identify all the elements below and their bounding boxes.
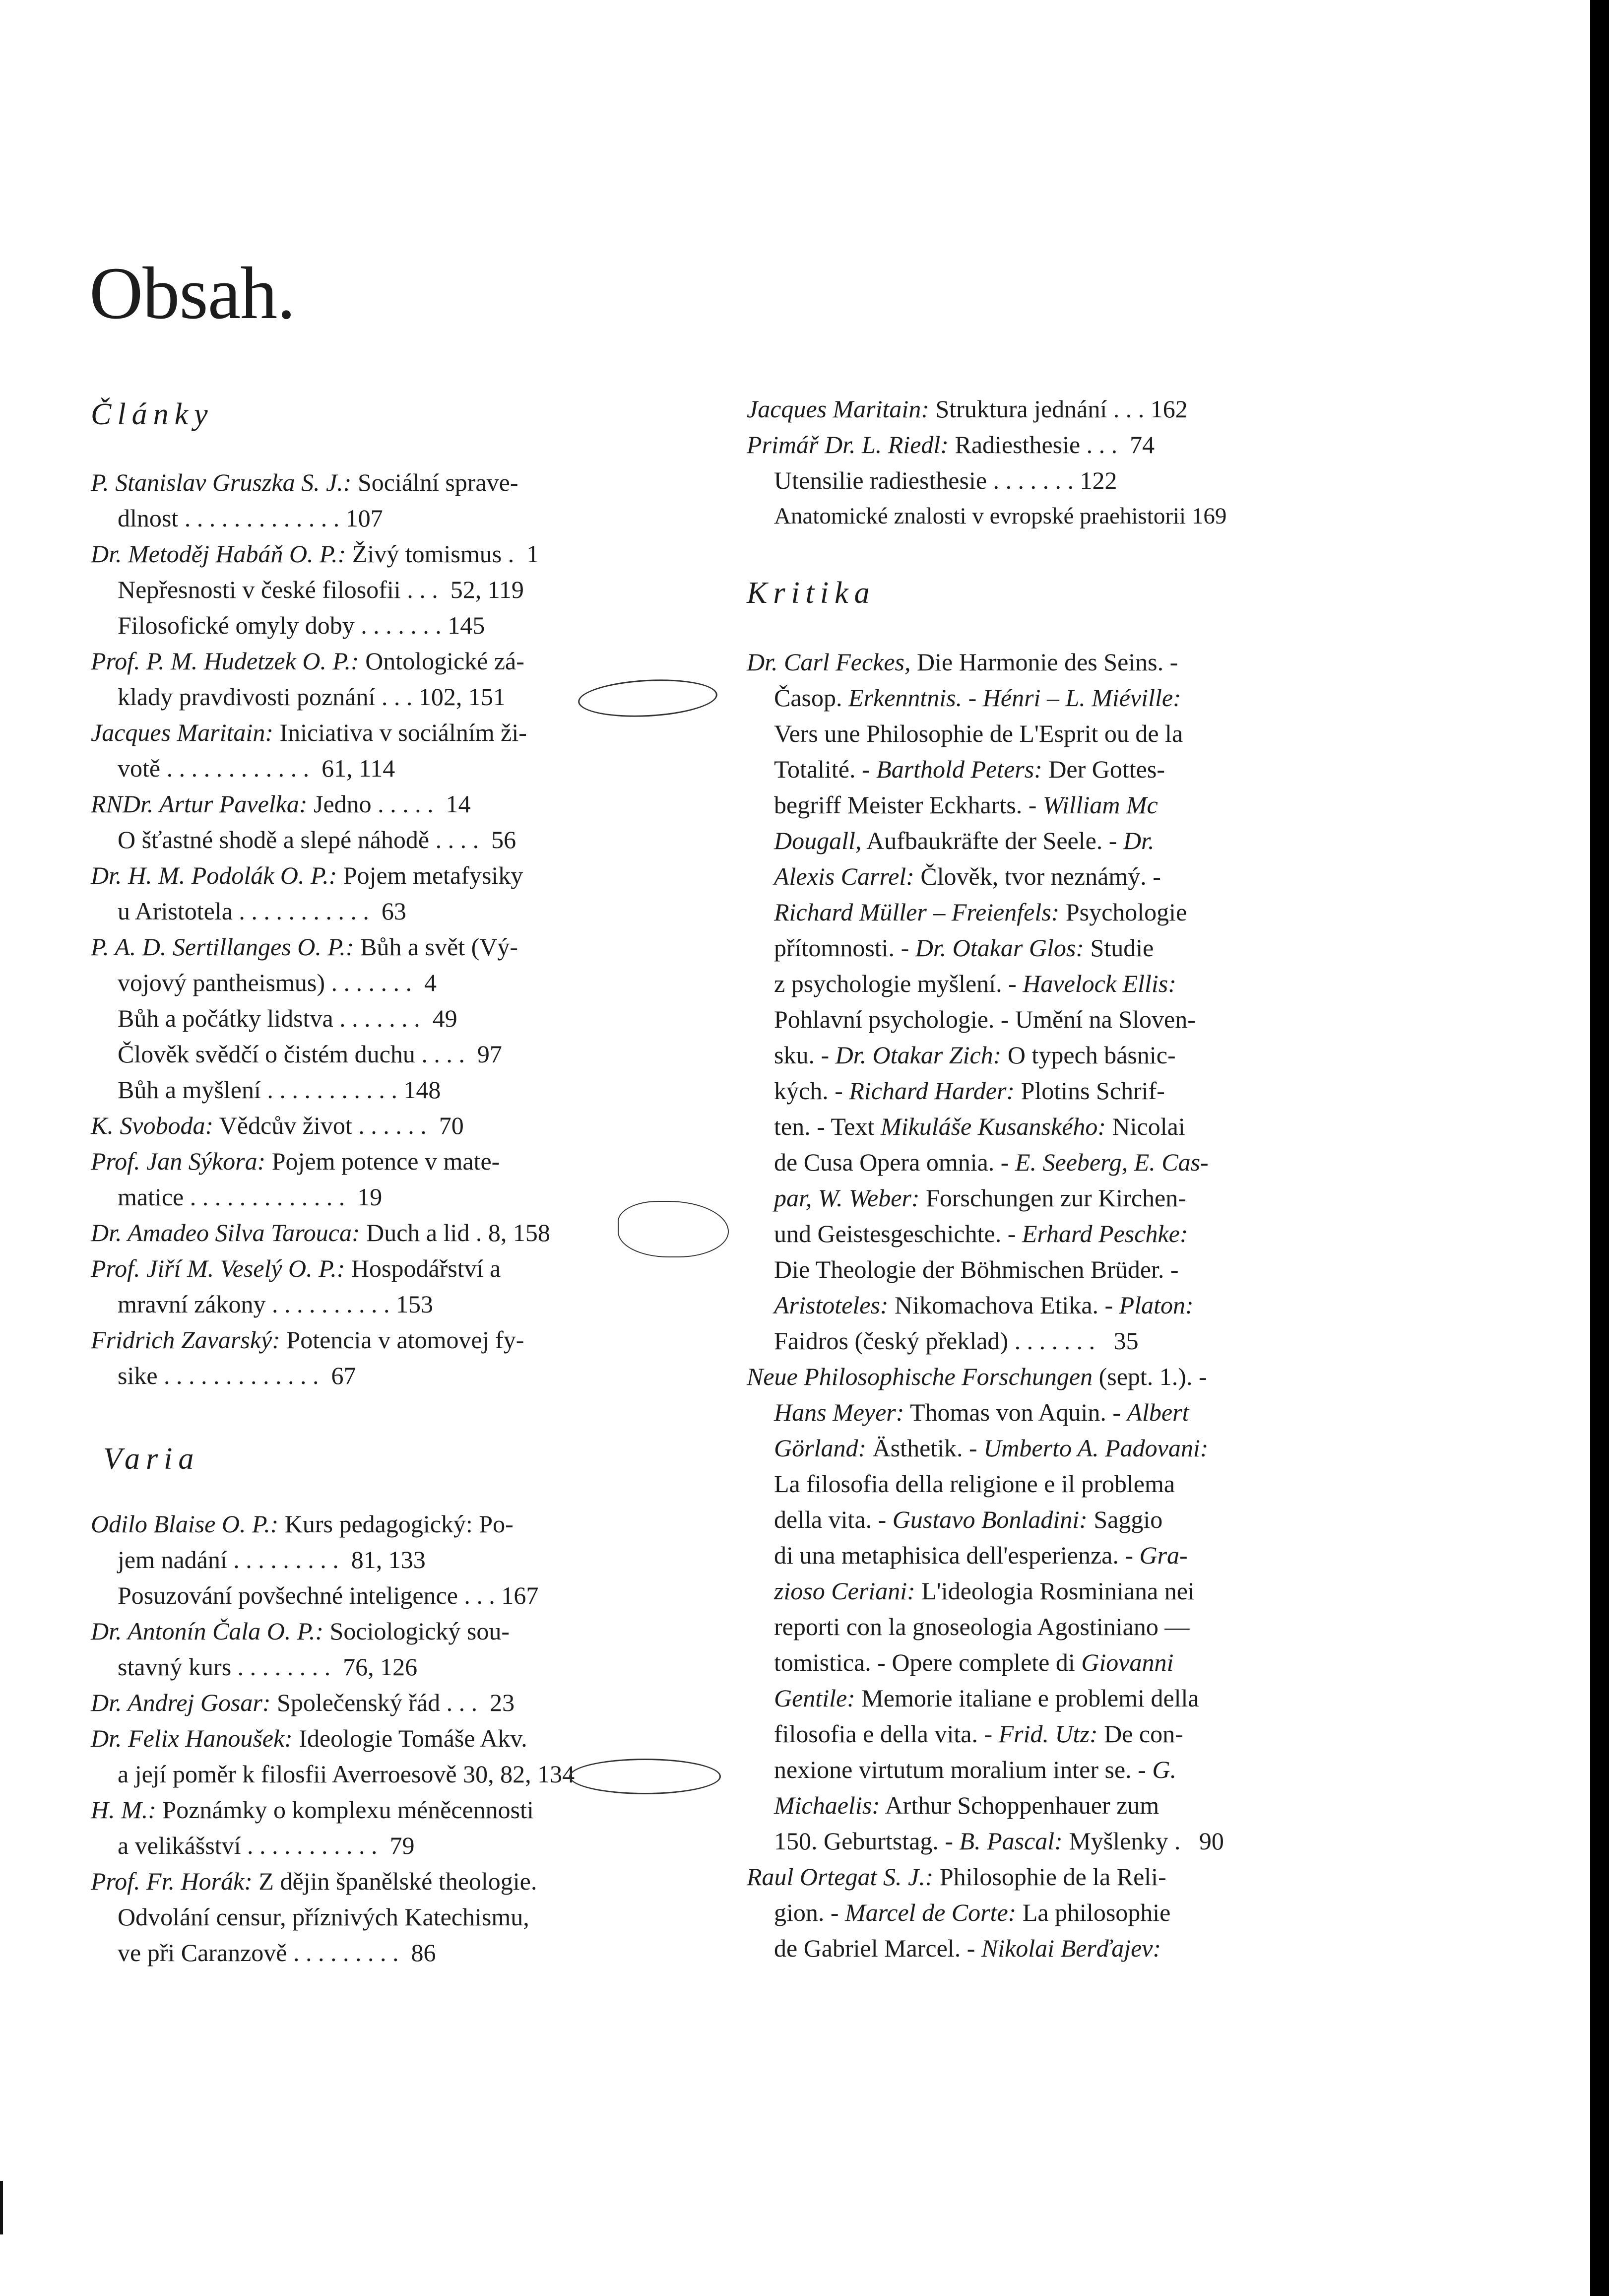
pencil-mark: [618, 1201, 729, 1257]
toc-entry: Jacques Maritain: Struktura jednání . . . 162: [747, 395, 1188, 423]
toc-entry-cont: matice . . . . . . . . . . . . . 19: [118, 1183, 383, 1211]
left-entry: Dr. H. M. Podolák O. P.: Pojem metafysiky u Aristotela: [275, 2263, 320, 2265]
right-entry: Anatomické znalosti v evropské praehistorii: [1003, 2263, 1038, 2265]
toc-entry-cont: Richard Müller – Freienfels: Psychologie: [774, 898, 1187, 926]
toc-entry: Dr. Amadeo Silva Tarouca: Duch a lid . 8, 158: [91, 1219, 550, 1246]
toc-entry-cont: Aristoteles: Nikomachova Etika. - Platon:: [774, 1291, 1194, 1319]
left-entry: H. M.: Poznámky o komplexu méněcennosti a velikášství: [800, 2263, 846, 2265]
toc-entry-cont: mravní zákony . . . . . . . . . . 153: [118, 1290, 434, 1318]
toc-entry: P. A. D. Sertillanges O. P.: Bůh a svět (Vý-: [91, 933, 518, 961]
left-entry: Prof. Jan Sýkora: Pojem potence v matematice: [446, 2263, 483, 2265]
toc-entry-cont: a její poměr k filosfii Averroesově 30, 82, 134: [118, 1760, 575, 1788]
toc-entry-cont: Odvolání censur, příznivých Katechismu,: [118, 1903, 529, 1931]
left-entry: Filosofické omyly doby: [115, 2263, 134, 2265]
left-entry: Bůh a počátky lidstva: [370, 2263, 388, 2265]
toc-entry: Utensilie radiesthesie . . . . . . . 122: [774, 466, 1117, 494]
toc-entry-cont: Die Theologie der Böhmischen Brüder. -: [774, 1255, 1179, 1283]
toc-entry-cont: filosofia e della vita. - Frid. Utz: De con-: [774, 1720, 1183, 1748]
toc-entry: Fridrich Zavarský: Potencia v atomovej fy-: [91, 1326, 524, 1354]
left-entry: Dr. Amadeo Silva Tarouca: Duch a lid: [483, 2263, 514, 2265]
toc-entry-cont: gion. - Marcel de Corte: La philosophie: [774, 1899, 1171, 1926]
toc-entry-cont: Totalité. - Barthold Peters: Der Gottes-: [774, 755, 1165, 783]
toc-entry: Anatomické znalosti v evropské praehistorii 169: [774, 503, 1227, 529]
toc-entry: Dr. Antonín Čala O. P.: Sociologický sou-: [91, 1617, 510, 1645]
toc-entry-cont: sku. - Dr. Otakar Zich: O typech básnic-: [774, 1041, 1176, 1069]
left-entry: O šťastné shodě a slepé náhodě: [250, 2263, 275, 2265]
right-entry: Jacques Maritain: Struktura jednání: [930, 2263, 959, 2265]
toc-entry-cont: stavný kurs . . . . . . . . 76, 126: [118, 1653, 418, 1681]
left-entry: Odilo Blaise O. P.: Kurs pedagogický: Pojem nadání: [597, 2263, 639, 2265]
toc-entry-cont: kých. - Richard Harder: Plotins Schrif-: [774, 1077, 1165, 1105]
toc-entry-cont: de Cusa Opera omnia. - E. Seeberg, E. Cas-: [774, 1148, 1209, 1176]
toc-entry-cont: ten. - Text Mikuláše Kusanského: Nicolai: [774, 1113, 1185, 1140]
left-entry: Dr. Metoděj Habáň O. P.: Živý tomismus: [59, 2263, 91, 2265]
toc-entry: Člověk svědčí o čistém duchu . . . . 97: [118, 1040, 502, 1068]
right-entry: Neue Philosophische Forschungen (sept. 1.). - Hans Meyer: Thomas von Aquin. - Albert Görland: Ästhetik. - Umberto A. Padovani: La filosofia della religione e il problema della vita. - Gustavo Bonladini: Saggio di una metaphisica dell'esperienza. - Grazioso Ceriani: L'ideologia Rosminiana nei reporti con la gnoseologia Agostiniano — tomistica. - Opere complete di Giovanni Gentile: Memorie italiane e problemi della filosofia e della vita. - Frid. Utz: De connexione virtutum moralium inter se. - G. Michaelis: Arthur Schoppenhauer zum 150. Geburtstag. - B. Pascal: Myšlenky: [138, 2265, 602, 2268]
toc-entry: Odilo Blaise O. P.: Kurs pedagogický: Po-: [91, 1510, 514, 1538]
toc-entry-cont: Alexis Carrel: Člověk, tvor neznámý. -: [774, 862, 1161, 890]
toc-entry-cont: u Aristotela . . . . . . . . . . . 63: [118, 897, 406, 925]
toc-entry: P. Stanislav Gruszka S. J.: Sociální sprave-: [91, 468, 518, 496]
toc-entry: Bůh a myšlení . . . . . . . . . . . 148: [118, 1076, 441, 1104]
section-heading-kritika: Kritika: [747, 576, 876, 610]
toc-entry: Raul Ortegat S. J.: Philosophie de la Reli-: [747, 1863, 1166, 1891]
left-entry: P. Stanislav Gruszka S. J.: Sociální spravedlnost: [20, 2263, 58, 2265]
toc-entry: K. Svoboda: Vědcův život . . . . . . 70: [91, 1112, 464, 1139]
toc-entry-cont: La filosofia della religione e il problema: [774, 1470, 1175, 1498]
left-entry: Fridrich Zavarský: Potencia v atomovej fysike: [560, 2263, 597, 2265]
toc-entry: H. M.: Poznámky o komplexu méněcennosti: [91, 1796, 534, 1824]
toc-entry-cont: vojový pantheismus) . . . . . . . 4: [118, 969, 437, 996]
left-entry: Posuzování povšechné inteligence: [639, 2263, 667, 2265]
toc-entry-cont: Gentile: Memorie italiane e problemi della: [774, 1684, 1199, 1712]
toc-entry: Dr. Andrej Gosar: Společenský řád . . . 23: [91, 1689, 515, 1716]
toc-entry-cont: jem nadání . . . . . . . . . 81, 133: [118, 1546, 426, 1574]
left-entry: RNDr. Artur Pavelka: Jedno: [227, 2263, 250, 2265]
toc-entry: Prof. Fr. Horák: Z dějin španělské theologie.: [91, 1867, 537, 1895]
toc-entry-cont: reporti con la gnoseologia Agostiniano —: [774, 1613, 1190, 1640]
toc-entry-cont: Dougall, Aufbaukräfte der Seele. - Dr.: [774, 827, 1155, 854]
right-entry: Primář Dr. L. Riedl: Radiesthesie: [959, 2263, 985, 2265]
left-entry: Prof. Jiří M. Veselý O. P.: Hospodářství a mravní zákony: [514, 2263, 560, 2265]
left-entry: Člověk svědčí o čistém duchu: [388, 2263, 412, 2265]
toc-entry-cont: Faidros (český překlad) . . . . . . . 35: [774, 1327, 1139, 1355]
toc-entry: Jacques Maritain: Iniciativa v sociálním ži-: [91, 719, 527, 746]
toc-entry-cont: z psychologie myšlení. - Havelock Ellis:: [774, 970, 1176, 997]
entry-index: [20, 2263, 1558, 2283]
toc-entry-cont: di una metaphisica dell'esperienza. - Gra-: [774, 1541, 1188, 1569]
toc-entry: Prof. P. M. Hudetzek O. P.: Ontologické zá-: [91, 647, 524, 675]
left-entry: Bůh a myšlení: [412, 2263, 424, 2265]
toc-entry: Nepřesnosti v české filosofii . . . 52, 119: [118, 576, 524, 603]
left-entry: Prof. P. M. Hudetzek O. P.: Ontologické základy pravdivosti poznání: [134, 2263, 189, 2265]
toc-entry-cont: della vita. - Gustavo Bonladini: Saggio: [774, 1506, 1163, 1533]
toc-entry-cont: Vers une Philosophie de L'Esprit ou de la: [774, 720, 1183, 747]
toc-entry-cont: Görland: Ästhetik. - Umberto A. Padovani:: [774, 1434, 1209, 1462]
toc-entry: Dr. Carl Feckes, Die Harmonie des Seins. -: [747, 648, 1178, 676]
toc-entry: Primář Dr. L. Riedl: Radiesthesie . . . 74: [747, 431, 1155, 459]
left-entry: K. Svoboda: Vědcův život: [424, 2263, 446, 2265]
section-heading-clanky: Články: [91, 397, 214, 431]
toc-entry-cont: nexione virtutum moralium inter se. - G.: [774, 1756, 1176, 1783]
toc-entry: Posuzování povšechné inteligence . . . 167: [118, 1581, 539, 1609]
left-entry: P. A. D. Sertillanges O. P.: Bůh a svět (Vývojový pantheismus): [320, 2263, 370, 2265]
right-entry: Raul Ortegat S. J.: Philosophie de la Religion. - Marcel de Corte: La philosophie de Gabriel Marcel. - Nikolai Berďajev:: [602, 2265, 698, 2268]
pencil-circle: [569, 1759, 721, 1794]
pencil-circle: [577, 676, 718, 721]
toc-entry-cont: přítomnosti. - Dr. Otakar Glos: Studie: [774, 934, 1154, 962]
toc-entry-cont: sike . . . . . . . . . . . . . 67: [118, 1362, 356, 1389]
toc-entry-cont: Pohlavní psychologie. - Umění na Sloven-: [774, 1005, 1196, 1033]
toc-entry: Neue Philosophische Forschungen (sept. 1.). -: [747, 1363, 1207, 1390]
right-entry: Utensilie radiesthesie: [985, 2263, 1003, 2265]
toc-entry: Dr. H. M. Podolák O. P.: Pojem metafysiky: [91, 861, 523, 889]
edge-scan-mark: [0, 2181, 3, 2234]
toc-entry-cont: ve při Caranzově . . . . . . . . . 86: [118, 1939, 436, 1967]
left-entry: Jacques Maritain: Iniciativa v sociálním životě: [189, 2263, 227, 2265]
toc-entry-cont: Hans Meyer: Thomas von Aquin. - Albert: [774, 1398, 1189, 1426]
toc-entry-cont: klady pravdivosti poznání . . . 102, 151: [118, 683, 506, 711]
toc-entry: Dr. Metoděj Habáň O. P.: Živý tomismus . 1: [91, 540, 539, 568]
toc-entry-cont: und Geistesgeschichte. - Erhard Peschke:: [774, 1220, 1188, 1247]
page-title: Obsah.: [89, 252, 295, 334]
toc-entry: RNDr. Artur Pavelka: Jedno . . . . . 14: [91, 790, 471, 818]
toc-entry-cont: begriff Meister Eckharts. - William Mc: [774, 791, 1158, 819]
right-entry: Dr. Carl Feckes, Die Harmonie des Seins. - Časop. Erkenntnis. - Hénri – L. Miéville: Vers une Philosophie de L'Esprit ou de la Totalité. - Barthold Peters: Der Gottesbegriff Meister Eckharts. - William Mc Dougall, Aufbaukräfte der Seele. - Dr. Alexis Carrel: Člověk, tvor neznámý. - Richard Müller – Freienfels: Psychologie přítomnosti. - Dr. Otakar Glos: Studie z psychologie myšlení. - Havelock Ellis: Pohlavní psychologie. - Umění na Slovensku. - Dr. Otakar Zich: O typech básnických. - Richard Harder: Plotins Schriften. - Text Mikuláše Kusanského: Nicolai de Cusa Opera omnia. - E. Seeberg, E. Caspar, W. Weber: Forschungen zur Kirchen- und Geistesgeschichte. - Erhard Peschke: Die Theologie der Böhmischen Brüder. - Aristoteles: Nikomachova Etika. - Platon: Faidros (český překlad): [20, 2263, 1555, 2268]
left-entry: Dr. Andrej Gosar: Společenský řád: [709, 2263, 737, 2265]
left-entry: Prof. Fr. Horák: Z dějin španělské theologie. Odvolání censur, příznivých Katechismu, ve při Caranzově: [846, 2263, 930, 2265]
toc-entry: O šťastné shodě a slepé náhodě . . . . 56: [118, 826, 516, 853]
toc-entry-cont: tomistica. - Opere complete di Giovanni: [774, 1648, 1174, 1676]
left-entry: Dr. Felix Hanoušek: Ideologie Tomáše Akv. a její poměr k filosfii Averroesově: [737, 2263, 800, 2265]
toc-entry: Prof. Jan Sýkora: Pojem potence v mate-: [91, 1147, 500, 1175]
toc-entry-cont: par, W. Weber: Forschungen zur Kirchen-: [774, 1184, 1186, 1212]
toc-entry-cont: dlnost . . . . . . . . . . . . . 107: [118, 504, 383, 532]
toc-entry-cont: 150. Geburtstag. - B. Pascal: Myšlenky . 90: [774, 1827, 1224, 1855]
toc-entry: Dr. Felix Hanoušek: Ideologie Tomáše Akv.: [91, 1724, 527, 1752]
left-entry: Nepřesnosti v české filosofii: [91, 2263, 115, 2265]
toc-entry-cont: Michaelis: Arthur Schoppenhauer zum: [774, 1791, 1159, 1819]
toc-entry: Prof. Jiří M. Veselý O. P.: Hospodářství a: [91, 1254, 501, 1282]
section-heading-varia: Varia: [103, 1442, 200, 1476]
toc-entry-cont: zioso Ceriani: L'ideologia Rosminiana nei: [774, 1577, 1195, 1605]
toc-entry: Filosofické omyly doby . . . . . . . 145: [118, 611, 485, 639]
toc-entry-cont: de Gabriel Marcel. - Nikolai Berďajev:: [774, 1934, 1161, 1962]
toc-entry-cont: a velikášství . . . . . . . . . . . 79: [118, 1832, 415, 1859]
toc-entry-cont: votě . . . . . . . . . . . . 61, 114: [118, 754, 395, 782]
left-entry: Dr. Antonín Čala O. P.: Sociologický soustavný kurs: [667, 2263, 709, 2265]
toc-entry-cont: Časop. Erkenntnis. - Hénri – L. Miéville:: [774, 684, 1181, 712]
toc-entry: Bůh a počátky lidstva . . . . . . . 49: [118, 1004, 457, 1032]
